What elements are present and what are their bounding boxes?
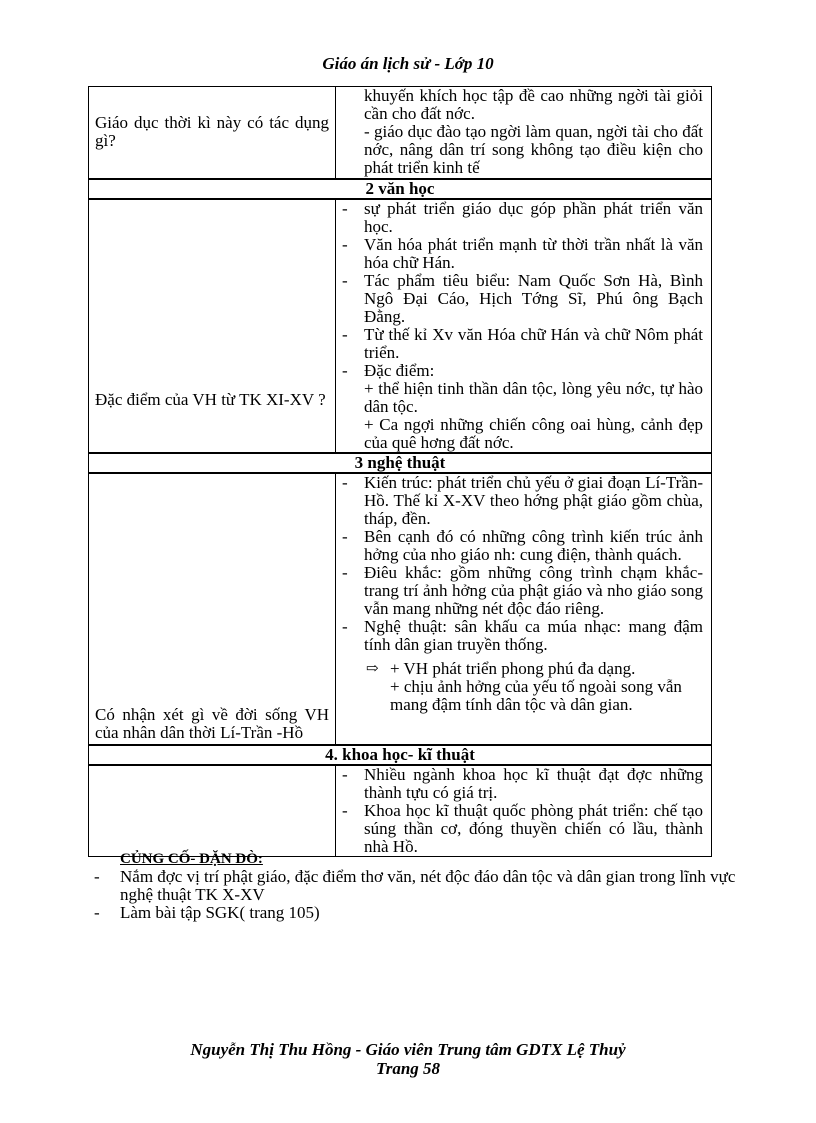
table-row <box>89 199 712 453</box>
sub-item: + thể hiện tinh thần dân tộc, lòng yêu nớc, tự hào dân tộc. <box>364 378 703 416</box>
question-cell: Đặc điểm của VH từ TK XI-XV ? <box>89 199 336 453</box>
list-item: - Văn hóa phát triển mạnh từ thời trần nhất là văn hóa chữ Hán. <box>342 236 703 272</box>
question-cell <box>89 765 336 857</box>
page-footer <box>0 1040 816 1078</box>
right-arrow-icon: ⇨ <box>366 660 379 677</box>
page-header: Giáo án lịch sử - Lớp 10 <box>322 54 494 73</box>
author-line: Nguyễn Thị Thu Hồng - Giáo viên Trung tâm GDTX Lệ Thuỷ <box>190 1040 626 1059</box>
list-item: - Điêu khắc: gồm những công trình chạm khắc- trang trí ảnh hởng của phật giáo và nho giáo song vẫn mang những nét độc đáo riêng. <box>342 564 703 618</box>
conclusion-text: + VH phát triển phong phú đa dạng. <box>390 658 636 678</box>
lesson-table <box>88 86 712 857</box>
answer-text: - giáo dục đào tạo ngời làm quan, ngời tài cho đất nớc, nâng dân trí song không tạo điều kiện cho phát triển kinh tế <box>364 122 703 177</box>
list-item: - Bên cạnh đó có những công trình kiến trúc ảnh hởng của nho giáo nh: cung điện, thành quách. <box>342 528 703 564</box>
answer-text: khuyến khích học tập đề cao những ngời tài giỏi cần cho đất nớc. <box>364 86 703 123</box>
question-cell: Có nhận xét gì về đời sống VH của nhân dân thời Lí-Trần -Hồ <box>89 473 336 745</box>
review-title: CỦNG CỐ- DẶN DÒ: <box>120 851 263 867</box>
list-item: - Nhiều ngành khoa học kĩ thuật đạt đợc những thành tựu có giá trị. <box>342 766 703 802</box>
review-section <box>94 850 754 922</box>
sub-item: + Ca ngợi những chiến công oai hùng, cảnh đẹp của quê hơng đất nớc. <box>364 414 703 452</box>
table-row <box>89 765 712 857</box>
section-heading: 2 văn học <box>89 179 712 199</box>
list-item: - sự phát triển giáo dục góp phần phát triển văn học. <box>342 200 703 236</box>
answer-cell <box>336 473 712 745</box>
list-item: - Kiến trúc: phát triển chủ yếu ở giai đoạn Lí-Trần-Hồ. Thế kỉ X-XV theo hớng phật giáo gồm chùa, tháp, đền. <box>342 474 703 528</box>
review-item: - Làm bài tập SGK( trang 105) <box>94 904 754 922</box>
page-number: Trang 58 <box>375 1059 441 1078</box>
review-item: - Nắm đợc vị trí phật giáo, đặc điểm thơ văn, nét độc đáo dân tộc và dân gian trong lĩnh vực nghệ thuật TK X-XV <box>94 868 754 904</box>
section-heading: 4. khoa học- kĩ thuật <box>89 745 712 765</box>
list-item: - Từ thế kỉ Xv văn Hóa chữ Hán và chữ Nôm phát triển. <box>342 326 703 362</box>
conclusion-item: + chịu ảnh hởng của yếu tố ngoài song vẫn mang đậm tính dân tộc và dân gian. <box>390 676 682 714</box>
list-item: - Khoa học kĩ thuật quốc phòng phát triển: chế tạo súng thần cơ, đóng thuyền chiến có lầu, thành nhà Hồ. <box>342 802 703 856</box>
answer-cell <box>336 87 712 179</box>
answer-cell <box>336 199 712 453</box>
list-item: - Đặc điểm: <box>342 362 703 380</box>
answer-cell <box>336 765 712 857</box>
table-row <box>89 87 712 179</box>
section-heading: 3 nghệ thuật <box>89 453 712 473</box>
question-cell: Giáo dục thời kì này có tác dụng gì? <box>89 87 336 179</box>
table-row <box>89 473 712 745</box>
list-item: - Tác phẩm tiêu biểu: Nam Quốc Sơn Hà, Bình Ngô Đại Cáo, Hịch Tớng Sĩ, Phú ông Bạch Đằng. <box>342 272 703 326</box>
list-item: - Nghệ thuật: sân khấu ca múa nhạc: mang đậm tính dân gian truyền thống. <box>342 618 703 654</box>
conclusion-item <box>342 660 703 678</box>
